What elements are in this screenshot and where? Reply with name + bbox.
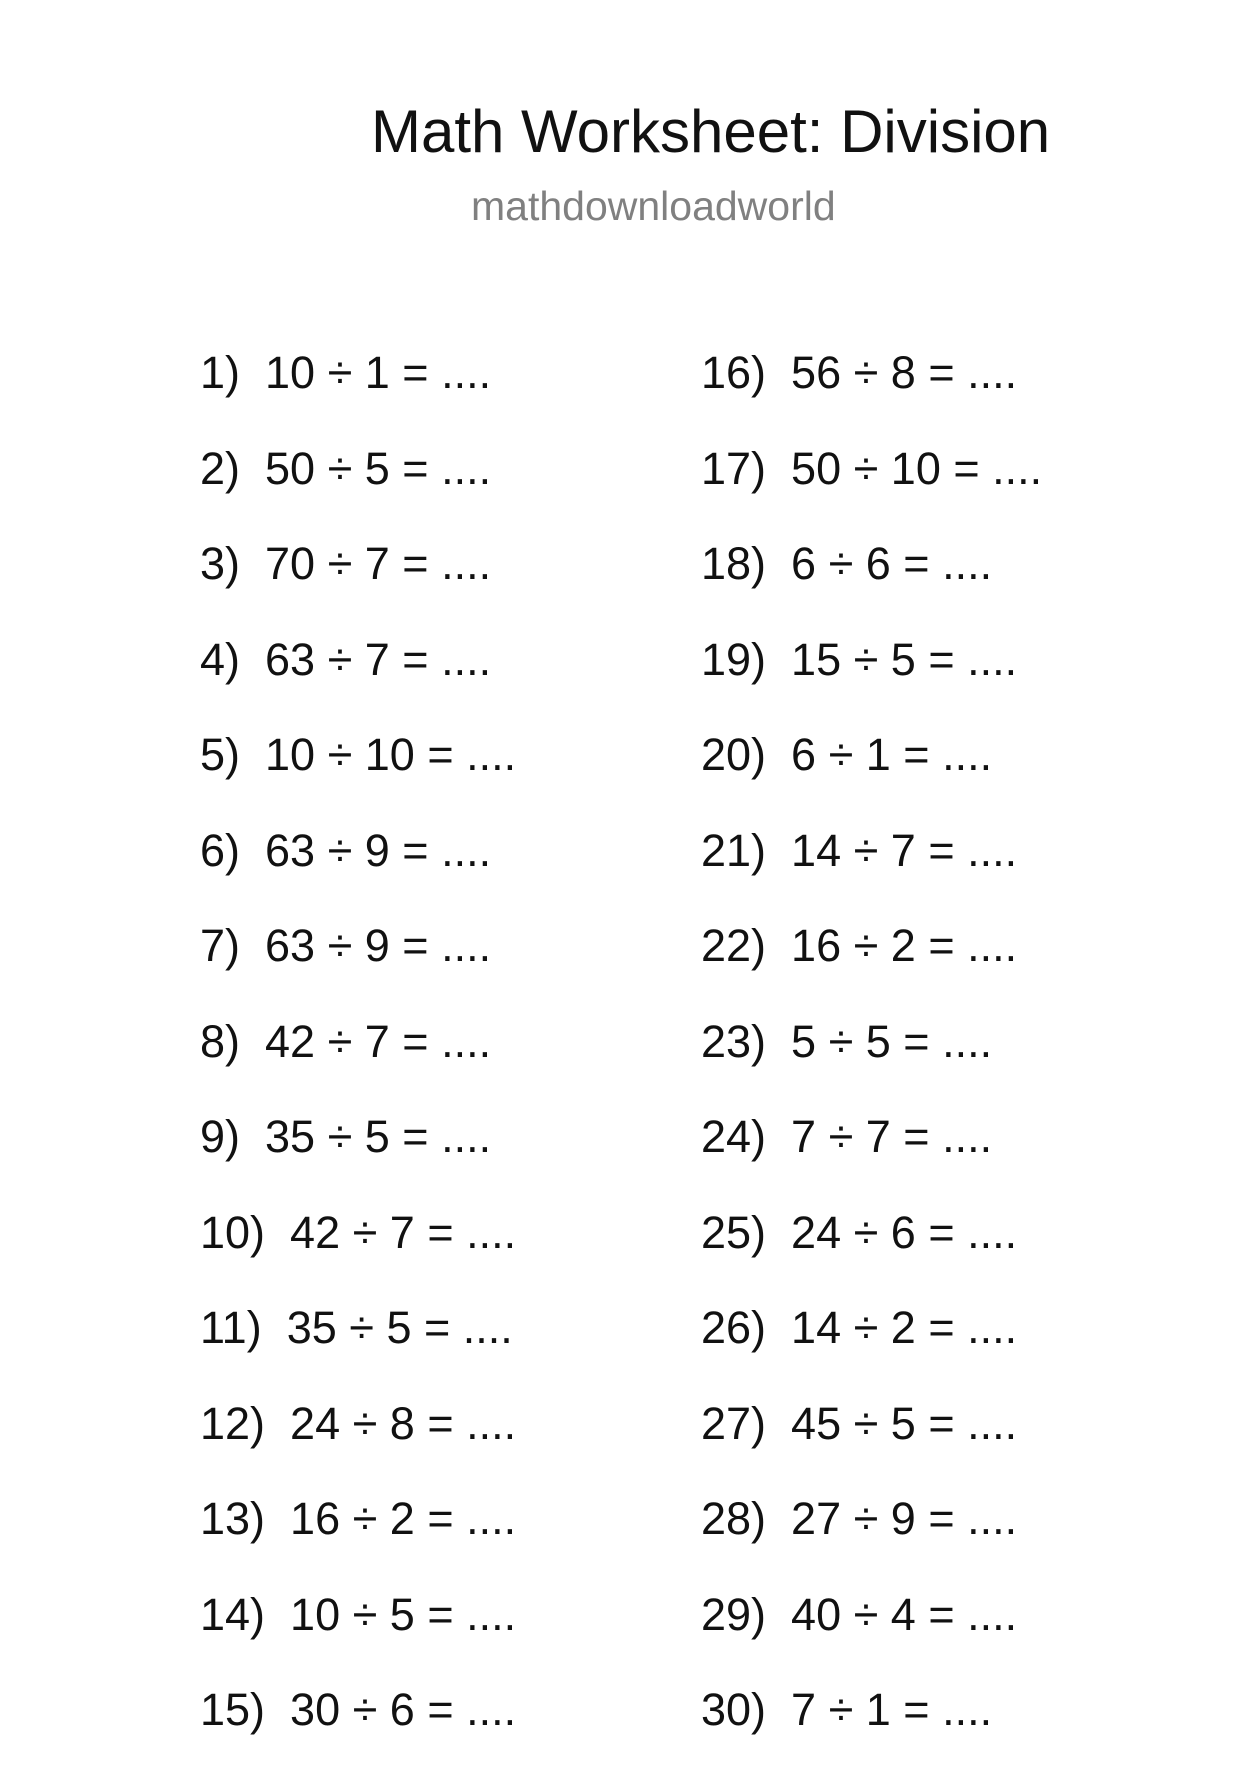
- problem-expression: 15 ÷ 5 = ....: [791, 633, 1018, 685]
- problem-number: 4): [200, 633, 241, 685]
- problem-number: 3): [200, 538, 241, 589]
- problem-item: [701, 537, 1042, 633]
- problems-column-left: [200, 346, 516, 1779]
- problem-number: 5): [200, 729, 241, 780]
- problem-item: [701, 1206, 1042, 1302]
- problem-item: [200, 1110, 516, 1206]
- problem-expression: 24 ÷ 6 = ....: [791, 1206, 1018, 1258]
- problem-expression: 63 ÷ 9 = ....: [265, 920, 492, 971]
- problem-expression: 50 ÷ 10 = ....: [791, 442, 1043, 494]
- problem-number: 29): [701, 1588, 767, 1640]
- problem-number: 25): [701, 1206, 767, 1258]
- page-title: Math Worksheet: Division: [371, 98, 1051, 165]
- problem-number: 1): [200, 347, 241, 398]
- problem-number: 17): [701, 442, 767, 494]
- problem-item: [200, 728, 516, 824]
- problem-number: 23): [701, 1015, 767, 1067]
- problem-item: [200, 1397, 516, 1493]
- problem-expression: 7 ÷ 1 = ....: [791, 1684, 993, 1735]
- problem-item: [701, 346, 1042, 442]
- problem-expression: 35 ÷ 5 = ....: [265, 1111, 492, 1162]
- problem-number: 7): [200, 920, 241, 971]
- problem-number: 22): [701, 920, 767, 971]
- problem-item: [701, 1492, 1042, 1588]
- problem-number: 2): [200, 442, 241, 494]
- problem-expression: 30 ÷ 6 = ....: [290, 1684, 517, 1735]
- problem-number: 16): [701, 347, 767, 398]
- problem-number: 15): [200, 1684, 266, 1735]
- problem-expression: 70 ÷ 7 = ....: [265, 538, 492, 589]
- problem-number: 21): [701, 824, 767, 876]
- problem-item: [701, 919, 1042, 1015]
- problem-number: 27): [701, 1397, 767, 1449]
- problem-number: 19): [701, 633, 767, 685]
- problem-expression: 50 ÷ 5 = ....: [265, 442, 492, 494]
- problem-number: 13): [200, 1493, 266, 1544]
- problem-expression: 35 ÷ 5 = ....: [286, 1302, 513, 1353]
- problem-expression: 24 ÷ 8 = ....: [290, 1397, 517, 1449]
- problem-item: [701, 1015, 1042, 1111]
- problem-expression: 40 ÷ 4 = ....: [791, 1588, 1018, 1640]
- problem-item: [701, 728, 1042, 824]
- problem-number: 14): [200, 1588, 266, 1640]
- problem-number: 10): [200, 1206, 266, 1258]
- problem-item: [200, 1301, 516, 1397]
- problem-expression: 16 ÷ 2 = ....: [791, 920, 1018, 971]
- page-subtitle: mathdownloadworld: [471, 183, 836, 229]
- problem-expression: 42 ÷ 7 = ....: [290, 1206, 517, 1258]
- problem-number: 28): [701, 1493, 767, 1544]
- problem-expression: 7 ÷ 7 = ....: [791, 1111, 993, 1162]
- problem-item: [701, 633, 1042, 729]
- problem-number: 24): [701, 1111, 767, 1162]
- problem-expression: 10 ÷ 10 = ....: [265, 729, 517, 780]
- problem-item: [701, 1110, 1042, 1206]
- problem-number: 8): [200, 1015, 241, 1067]
- problem-item: [701, 1588, 1042, 1684]
- problem-expression: 10 ÷ 1 = ....: [265, 347, 492, 398]
- problem-expression: 10 ÷ 5 = ....: [290, 1588, 517, 1640]
- problem-expression: 42 ÷ 7 = ....: [265, 1015, 492, 1067]
- problem-item: [200, 824, 516, 920]
- problem-expression: 16 ÷ 2 = ....: [290, 1493, 517, 1544]
- problem-item: [200, 537, 516, 633]
- problem-number: 6): [200, 824, 241, 876]
- problem-expression: 6 ÷ 1 = ....: [791, 729, 993, 780]
- problem-expression: 14 ÷ 7 = ....: [791, 824, 1018, 876]
- problem-expression: 14 ÷ 2 = ....: [791, 1302, 1018, 1353]
- problem-expression: 63 ÷ 9 = ....: [265, 824, 492, 876]
- problem-number: 18): [701, 538, 767, 589]
- problem-number: 30): [701, 1684, 767, 1735]
- problem-item: [200, 346, 516, 442]
- problem-item: [701, 1397, 1042, 1493]
- problem-expression: 5 ÷ 5 = ....: [791, 1015, 993, 1067]
- problem-item: [200, 442, 516, 538]
- problem-number: 9): [200, 1111, 241, 1162]
- problem-number: 20): [701, 729, 767, 780]
- problem-item: [701, 442, 1042, 538]
- problem-item: [200, 633, 516, 729]
- problem-item: [200, 1015, 516, 1111]
- problem-expression: 63 ÷ 7 = ....: [265, 633, 492, 685]
- problem-number: 26): [701, 1302, 767, 1353]
- problem-expression: 6 ÷ 6 = ....: [791, 538, 993, 589]
- problem-expression: 56 ÷ 8 = ....: [791, 347, 1018, 398]
- problem-item: [200, 919, 516, 1015]
- problem-expression: 45 ÷ 5 = ....: [791, 1397, 1018, 1449]
- problem-expression: 27 ÷ 9 = ....: [791, 1493, 1018, 1544]
- problem-item: [701, 1301, 1042, 1397]
- problem-number: 12): [200, 1397, 266, 1449]
- problem-item: [701, 1683, 1042, 1779]
- problem-item: [701, 824, 1042, 920]
- problem-item: [200, 1588, 516, 1684]
- problem-item: [200, 1206, 516, 1302]
- problem-number: 11): [200, 1302, 262, 1353]
- problem-item: [200, 1492, 516, 1588]
- problems-column-right: [701, 346, 1042, 1779]
- problem-item: [200, 1683, 516, 1779]
